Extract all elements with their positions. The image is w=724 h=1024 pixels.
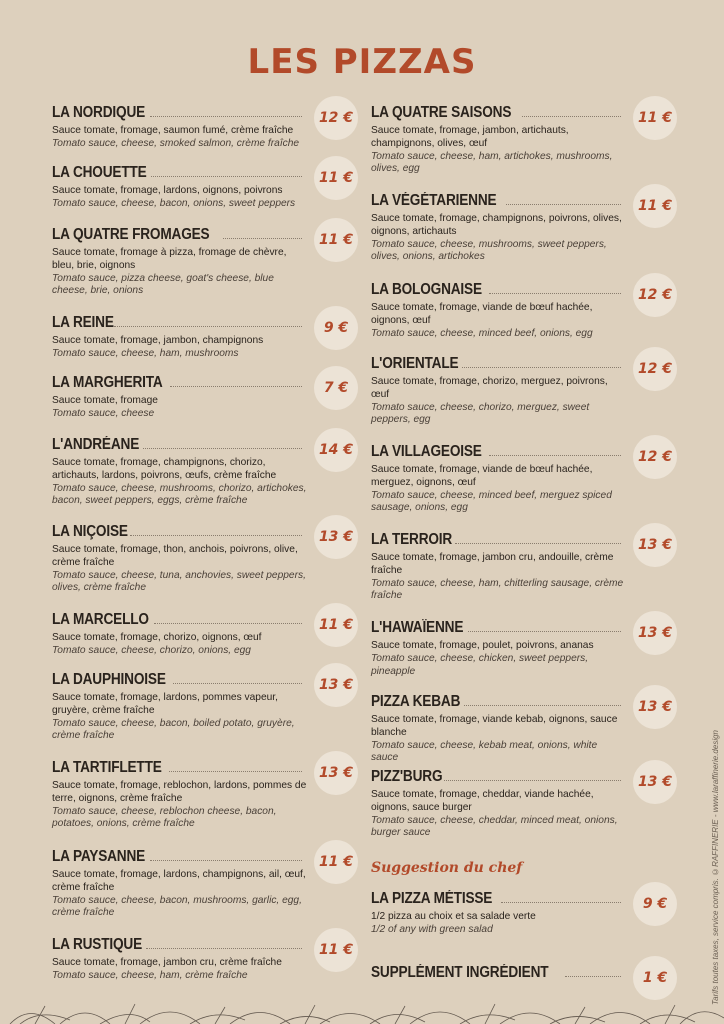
item-description-fr: Sauce tomate, fromage, chorizo, merguez, poivrons, œuf <box>371 376 608 400</box>
menu-item <box>371 443 677 515</box>
menu-item <box>52 611 358 658</box>
menu-item <box>52 759 358 831</box>
item-price: 13 € <box>633 685 677 729</box>
dot-leader <box>151 176 302 177</box>
item-description-fr: Sauce tomate, fromage, jambon, artichauts, champignons, olives, œuf <box>371 125 569 149</box>
dot-leader <box>173 683 302 684</box>
item-price: 11 € <box>314 840 358 884</box>
item-description-en: Tomato sauce, cheese, tuna, anchovies, sweet peppers, olives, crème fraîche <box>52 569 306 594</box>
leaf-decoration-icon <box>0 998 724 1024</box>
menu-item <box>371 693 677 765</box>
dot-leader <box>501 902 621 903</box>
item-description-en: Tomato sauce, cheese, ham, chitterling sausage, crème fraîche <box>371 577 624 602</box>
item-price: 13 € <box>314 663 358 707</box>
item-name: LA QUATRE SAISONS <box>371 104 512 121</box>
menu-item <box>52 436 358 508</box>
dot-leader <box>522 116 621 117</box>
item-name: LA VILLAGEOISE <box>371 443 482 460</box>
item-price: 12 € <box>314 96 358 140</box>
item-description-en: Tomato sauce, cheese, smoked salmon, crème fraîche <box>52 137 300 149</box>
item-description-fr: Sauce tomate, fromage, thon, anchois, poivrons, olive, crème fraîche <box>52 544 298 568</box>
item-price: 14 € <box>314 428 358 472</box>
menu-item <box>52 104 358 151</box>
item-description-fr: Sauce tomate, fromage, poulet, poivrons, ananas <box>371 640 594 651</box>
dot-leader <box>169 771 302 772</box>
dot-leader <box>146 948 302 949</box>
menu-item <box>371 281 677 340</box>
item-price: 11 € <box>314 218 358 262</box>
item-price: 13 € <box>633 611 677 655</box>
menu-item <box>52 226 358 298</box>
dot-leader <box>170 386 302 387</box>
dot-leader <box>150 860 302 861</box>
item-name: LA REINE <box>52 314 114 331</box>
item-description-fr: Sauce tomate, fromage, viande kebab, oignons, sauce blanche <box>371 714 618 738</box>
item-price: 11 € <box>314 156 358 200</box>
dot-leader <box>223 238 302 239</box>
item-description-fr: Sauce tomate, fromage, chorizo, oignons, œuf <box>52 632 262 643</box>
item-price: 13 € <box>633 760 677 804</box>
item-description-en: 1/2 of any with green salad <box>371 923 493 935</box>
dot-leader <box>114 326 302 327</box>
item-description-fr: Sauce tomate, fromage, jambon cru, crème fraîche <box>52 957 282 968</box>
item-description-fr: Sauce tomate, fromage, jambon, champignons <box>52 335 264 346</box>
item-name: LA TARTIFLETTE <box>52 759 162 776</box>
item-name: LA PAYSANNE <box>52 848 146 865</box>
item-description-en: Tomato sauce, cheese, minced beef, merguez spiced sausage, onions, egg <box>371 489 612 514</box>
item-price: 11 € <box>314 603 358 647</box>
dot-leader <box>506 204 621 205</box>
item-description-en: Tomato sauce, cheese, ham, crème fraîche <box>52 969 248 981</box>
menu-item-suggestion <box>371 890 677 937</box>
item-price: 11 € <box>633 184 677 228</box>
item-description-fr: Sauce tomate, fromage, champignons, poivrons, olives, oignons, artichauts <box>371 213 622 237</box>
item-description-fr: 1/2 pizza au choix et sa salade verte <box>371 911 536 922</box>
dot-leader <box>464 705 621 706</box>
menu-item <box>52 848 358 920</box>
item-price: 13 € <box>314 751 358 795</box>
item-price: 9 € <box>314 306 358 350</box>
menu-item <box>371 619 677 678</box>
item-name: SUPPLÉMENT INGRÉDIENT <box>371 964 549 981</box>
item-description-fr: Sauce tomate, fromage, reblochon, lardons, pommes de terre, oignons, crème fraîche <box>52 780 307 804</box>
item-description-en: Tomato sauce, cheese, kebab meat, onions, white sauce <box>371 739 598 764</box>
item-description-en: Tomato sauce, cheese, bacon, mushrooms, garlic, egg, crème fraîche <box>52 894 302 919</box>
chef-suggestion-heading: Suggestion du chef <box>371 860 523 876</box>
menu-item <box>52 374 358 421</box>
menu-item <box>52 936 358 983</box>
item-name: LA DAUPHINOISE <box>52 671 166 688</box>
item-name: LA VÉGÉTARIENNE <box>371 192 497 209</box>
item-price: 12 € <box>633 347 677 391</box>
menu-item <box>371 192 677 264</box>
item-price: 1 € <box>633 956 677 1000</box>
dot-leader <box>468 631 621 632</box>
menu-item <box>52 671 358 743</box>
item-description-en: Tomato sauce, cheese, bacon, onions, sweet peppers <box>52 197 296 209</box>
item-name: LA RUSTIQUE <box>52 936 143 953</box>
item-description-en: Tomato sauce, cheese, chorizo, onions, egg <box>52 644 251 656</box>
item-description-fr: Sauce tomate, fromage, viande de bœuf hachée, oignons, œuf <box>371 302 593 326</box>
dot-leader <box>489 293 621 294</box>
item-price: 13 € <box>633 523 677 567</box>
dot-leader <box>444 780 621 781</box>
item-description-en: Tomato sauce, cheese, minced beef, onions, egg <box>371 327 593 339</box>
item-name: LA MARGHERITA <box>52 374 163 391</box>
item-name: L'HAWAÏENNE <box>371 619 464 636</box>
item-name: L'ANDRÉANE <box>52 436 140 453</box>
item-description-fr: Sauce tomate, fromage, champignons, chorizo, artichauts, lardons, poivrons, œufs, crème fraîche <box>52 457 277 481</box>
item-price: 11 € <box>633 96 677 140</box>
item-description-fr: Sauce tomate, fromage, saumon fumé, crème fraîche <box>52 125 294 136</box>
item-description-en: Tomato sauce, cheese, chicken, sweet peppers, pineapple <box>371 652 589 677</box>
item-description-fr: Sauce tomate, fromage, viande de bœuf hachée, merguez, oignons, œuf <box>371 464 593 488</box>
item-description-en: Tomato sauce, cheese <box>52 407 155 419</box>
item-name: LA CHOUETTE <box>52 164 147 181</box>
menu-item <box>52 314 358 361</box>
item-price: 13 € <box>314 515 358 559</box>
menu-item <box>371 768 677 840</box>
dot-leader <box>565 976 621 977</box>
item-description-en: Tomato sauce, cheese, cheddar, minced meat, onions, burger sauce <box>371 814 618 839</box>
item-description-en: Tomato sauce, cheese, reblochon cheese, bacon, potatoes, onions, crème fraîche <box>52 805 277 830</box>
item-name: LA TERROIR <box>371 531 453 548</box>
item-name: LA BOLOGNAISE <box>371 281 482 298</box>
item-name: LA NORDIQUE <box>52 104 146 121</box>
item-price: 12 € <box>633 435 677 479</box>
item-description-fr: Sauce tomate, fromage à pizza, fromage de chèvre, bleu, brie, oignons <box>52 247 287 271</box>
dot-leader <box>143 448 302 449</box>
dot-leader <box>489 455 621 456</box>
dot-leader <box>130 535 302 536</box>
menu-item <box>52 523 358 595</box>
item-description-en: Tomato sauce, cheese, mushrooms, chorizo, artichokes, bacon, sweet peppers, eggs, crème fraîche <box>52 482 307 507</box>
item-description-fr: Sauce tomate, fromage, lardons, pommes vapeur, gruyère, crème fraîche <box>52 692 278 716</box>
item-price: 12 € <box>633 273 677 317</box>
menu-item <box>52 164 358 211</box>
item-description-fr: Sauce tomate, fromage, lardons, champignons, ail, œuf, crème fraîche <box>52 869 306 893</box>
item-name: LA MARCELLO <box>52 611 149 628</box>
item-name: PIZZ'BURG <box>371 768 443 785</box>
item-price: 9 € <box>633 882 677 926</box>
item-description-en: Tomato sauce, cheese, chorizo, merguez, sweet peppers, egg <box>371 401 590 426</box>
item-description-en: Tomato sauce, cheese, ham, artichokes, mushrooms, olives, egg <box>371 150 613 175</box>
item-name: LA PIZZA MÉTISSE <box>371 890 493 907</box>
item-description-fr: Sauce tomate, fromage, jambon cru, andouille, crème fraîche <box>371 552 614 576</box>
page-title: LES PIZZAS <box>247 42 477 82</box>
item-name: LA QUATRE FROMAGES <box>52 226 210 243</box>
item-description-fr: Sauce tomate, fromage, cheddar, viande hachée, oignons, sauce burger <box>371 789 594 813</box>
menu-item <box>371 104 677 176</box>
item-description-fr: Sauce tomate, fromage, lardons, oignons, poivrons <box>52 185 283 196</box>
item-description-fr: Sauce tomate, fromage <box>52 395 158 406</box>
legal-note: Tarifs toutes taxes, service compris. ©RAFFINERIE - www.laraffinerie.design <box>711 730 720 1006</box>
item-description-en: Tomato sauce, pizza cheese, goat's cheese, blue cheese, brie, onions <box>52 272 274 297</box>
dot-leader <box>462 367 621 368</box>
item-price: 11 € <box>314 928 358 972</box>
menu-item <box>371 355 677 427</box>
menu-item <box>371 531 677 603</box>
dot-leader <box>455 543 621 544</box>
dot-leader <box>154 623 302 624</box>
item-name: LA NIÇOISE <box>52 523 128 540</box>
item-description-en: Tomato sauce, cheese, mushrooms, sweet peppers, olives, onions, artichokes <box>371 238 607 263</box>
item-price: 7 € <box>314 366 358 410</box>
dot-leader <box>150 116 302 117</box>
item-description-en: Tomato sauce, cheese, ham, mushrooms <box>52 347 239 359</box>
item-name: PIZZA KEBAB <box>371 693 461 710</box>
item-name: L'ORIENTALE <box>371 355 459 372</box>
item-description-en: Tomato sauce, cheese, bacon, boiled potato, gruyère, crème fraîche <box>52 717 295 742</box>
menu-item-supplement <box>371 964 677 986</box>
